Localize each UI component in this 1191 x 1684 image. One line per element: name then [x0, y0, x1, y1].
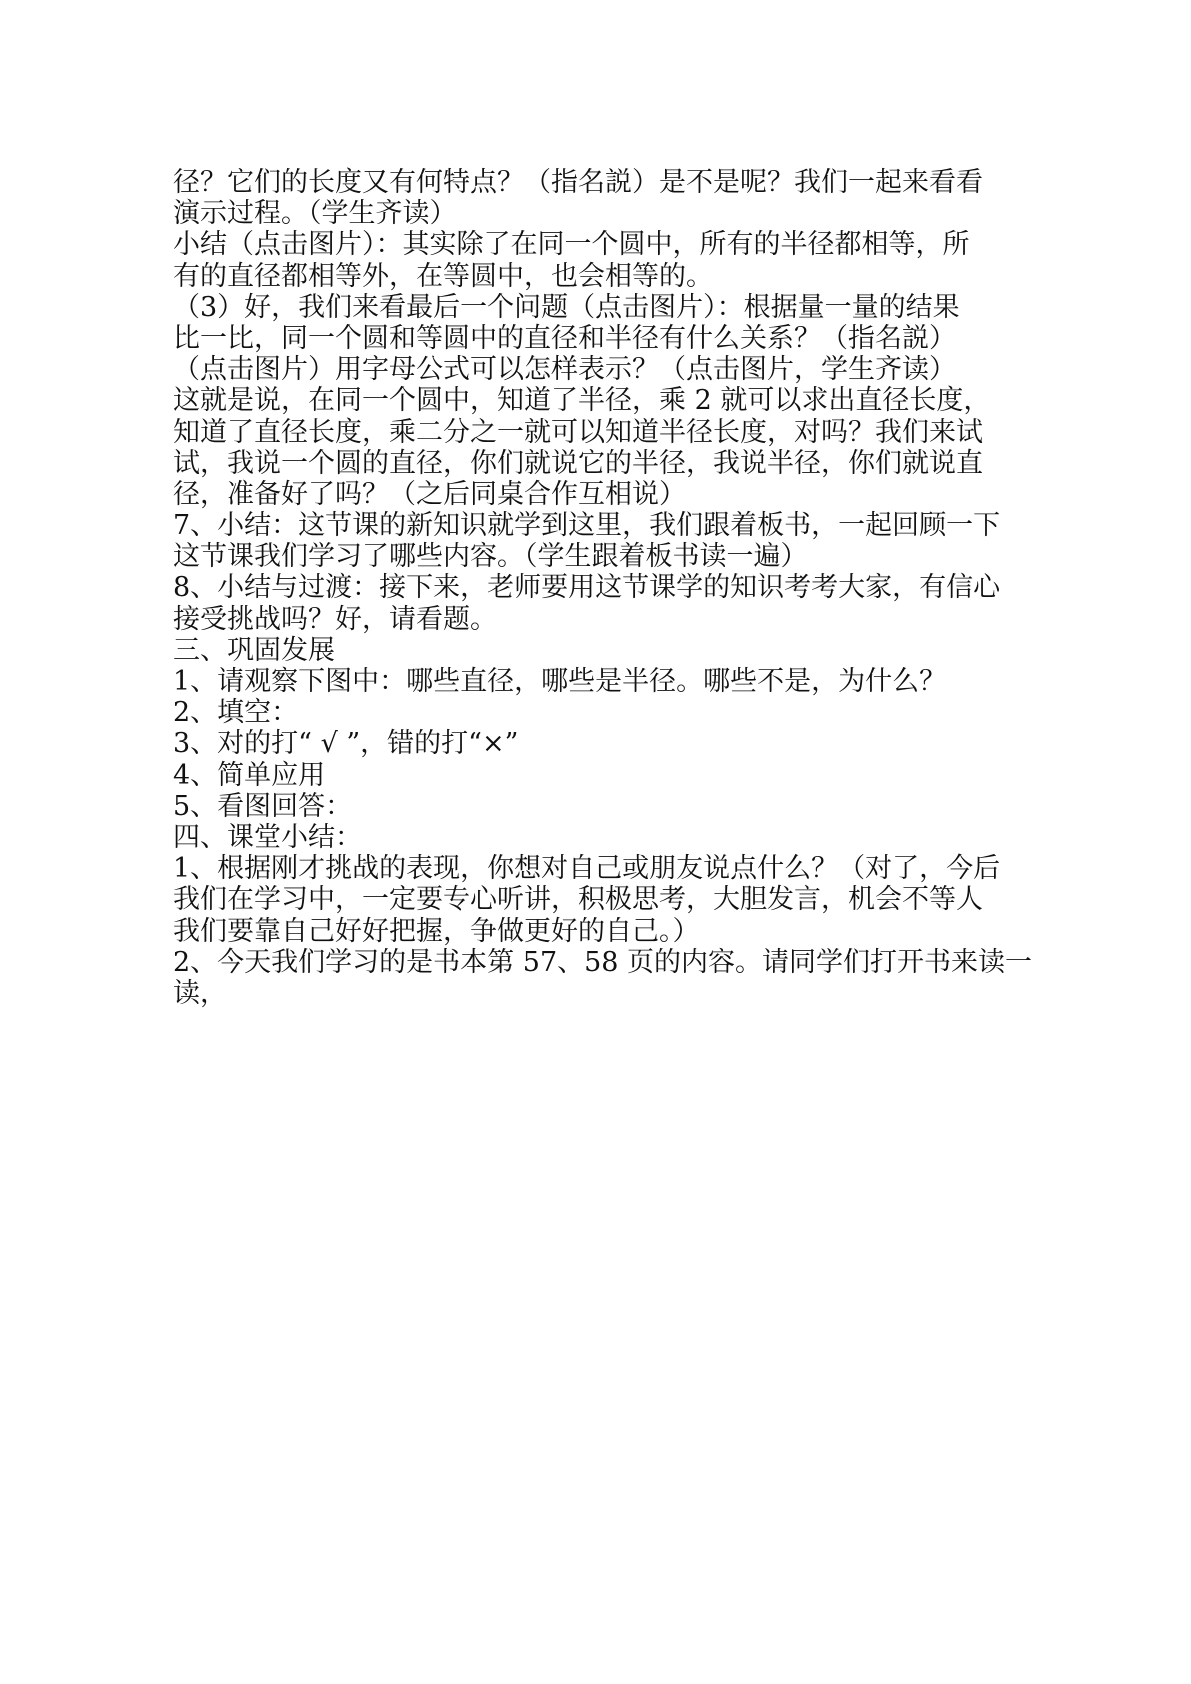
text-line: 7、小结：这节课的新知识就学到这里，我们跟着板书，一起回顾一下: [173, 510, 1001, 542]
text-line: 知道了直径长度，乘二分之一就可以知道半径长度，对吗？我们来试: [173, 416, 983, 448]
text-line: 试，我说一个圆的直径，你们就说它的半径，我说半径，你们就说直: [173, 447, 983, 479]
text-line: （点击图片）用字母公式可以怎样表示？（点击图片，学生齐读）: [173, 354, 956, 386]
section-heading: 三、巩固发展: [173, 634, 335, 666]
document-body: [173, 167, 1033, 1009]
text-line: 读，: [173, 977, 227, 1009]
section-heading: 四、课堂小结：: [173, 821, 362, 853]
text-line: 这节课我们学习了哪些内容。（学生跟着板书读一遍）: [173, 541, 808, 573]
text-line: 5、看图回答：: [173, 790, 353, 822]
text-line: 有的直径都相等外，在等圆中，也会相等的。: [173, 260, 713, 292]
text-line: 2、今天我们学习的是书本第 57、58 页的内容。请同学们打开书来读一: [173, 946, 1033, 978]
text-line: 我们在学习中，一定要专心听讲，积极思考，大胆发言，机会不等人: [173, 884, 983, 916]
text-line: 3、对的打“ √ ”，错的打“×”: [173, 728, 519, 760]
text-line: 比一比，同一个圆和等圆中的直径和半径有什么关系？（指名説）: [173, 322, 956, 354]
text-line: （3）好，我们来看最后一个问题（点击图片）：根据量一量的结果: [173, 291, 960, 323]
text-line: 小结（点击图片）：其实除了在同一个圆中，所有的半径都相等，所: [173, 229, 970, 261]
text-line: 2、填空：: [173, 697, 299, 729]
text-line: 8、小结与过渡：接下来，老师要用这节课学的知识考考大家，有信心: [173, 572, 1001, 604]
text-line: 1、根据刚才挑战的表现，你想对自己或朋友说点什么？（对了，今后: [173, 853, 1001, 885]
text-line: 我们要靠自己好好把握，争做更好的自己。）: [173, 915, 700, 947]
text-line: 径，准备好了吗？（之后同桌合作互相说）: [173, 478, 686, 510]
text-line: 4、简单应用: [173, 759, 326, 791]
text-line: 这就是说，在同一个圆中，知道了半径，乘 2 就可以求出直径长度，: [173, 385, 991, 417]
text-line: 接受挑战吗？好，请看题。: [173, 603, 497, 635]
text-line: 演示过程。（学生齐读）: [173, 198, 457, 230]
text-line: 1、请观察下图中：哪些直径，哪些是半径。哪些不是，为什么？: [173, 666, 947, 697]
text-line: 径？它们的长度又有何特点？（指名説）是不是呢？我们一起来看看: [173, 167, 983, 198]
